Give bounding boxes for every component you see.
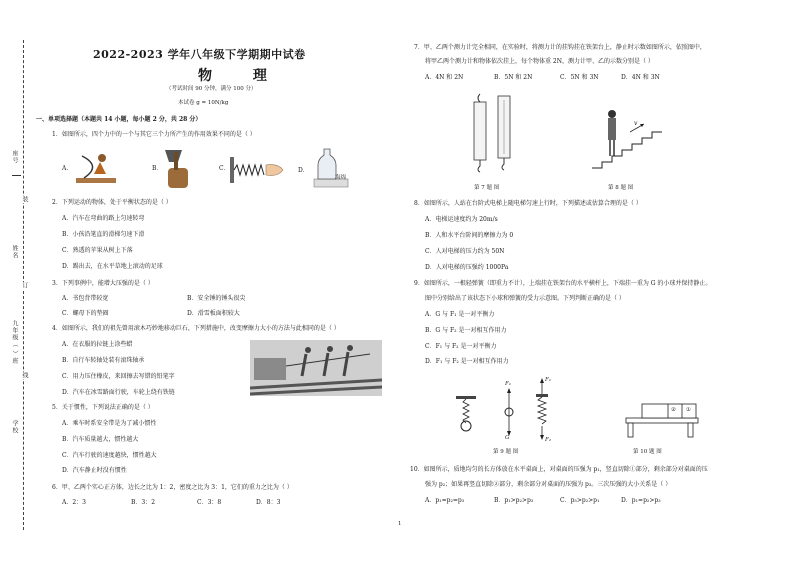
zhuang-mark: 装 [21,196,28,203]
bracket-2 [536,394,548,397]
q3-option-c: C．螺母下的垫圈 [62,310,109,317]
q7-option-a: A．4N 和 2N [425,74,464,81]
q6-option-b: B．3：2 [131,499,156,506]
q9-f1-spring: F₁ [545,377,552,383]
name-label: 姓名 [11,245,18,259]
q9-f1-ball: F₁ [505,381,512,387]
q1-figure-b-axe [160,146,194,191]
ground-shape [76,178,116,183]
class-label: 九年级（ ）班 [11,320,18,365]
worker-1 [305,347,311,353]
q6-stem: 6．甲、乙两个实心正方体，边长之比为 1：2，密度之比为 3：1，它们的重力之比为（ ） [52,484,293,491]
bracket-1 [456,396,476,399]
q1-figure-c-spring [228,153,288,187]
q5-stem: 5．关于惯性，下列说法正确的是（ ） [52,404,154,411]
exam-title: 2022-2023 学年八年级下学期期中试卷 [93,48,306,61]
spring-force-up-arrow [540,378,544,383]
q4-option-c: C．用力压住橡皮，来回擦去写错的铅笔字 [62,373,175,380]
hand-shape [266,165,283,176]
bow-shape [82,156,93,178]
school-label: 学校 [11,420,18,434]
q4-figure-rolling-logs [250,340,382,396]
q9-caption: 第 9 题 图 [493,449,519,455]
bottle-shape [318,149,336,179]
time-note: （考试时间 90 分钟，满分 100 分） [166,86,257,92]
q3-option-a: A．书包背带较宽 [62,295,109,302]
wall-shape [230,157,234,183]
q9-g-ball: G [505,435,510,441]
q7-caption: 第 7 题 图 [474,185,500,191]
q4-option-a: A．在衣服的拉链上涂些蜡 [62,341,133,348]
q2-option-b: B．小孩沿笔直的滑梯匀速下滑 [62,231,145,238]
worker-3 [347,345,353,351]
q8-caption: 第 8 题 图 [608,185,634,191]
q5-option-d: D．汽车静止时没有惯性 [62,467,127,474]
person-head [98,154,106,162]
q1-label-c: C． [219,165,230,172]
q3-stem: 3．下列事例中，能增大压强的是（ ） [52,280,154,287]
page-number: 1 [398,521,402,527]
stairs-shape [592,132,662,168]
g-note: 本试卷 g = 10N/kg [178,100,229,106]
q10-figure-block-on-table [624,398,700,438]
scale-a-hook-top [478,94,480,102]
seat-underline [12,175,21,176]
q2-stem: 2．下列运动的物体，处于平衡状态的是（ ） [52,199,172,206]
q4-option-d: D．汽车在冰雪路面行驶，车轮上绕有铁链 [62,389,175,396]
q10-option-a: A．p₁=p₂=p₃ [425,497,465,504]
scale-a-body [474,102,486,160]
spring-2 [538,397,546,424]
person-body [94,162,106,174]
q7-stem-line1: 7．甲、乙两个测力计完全相同，在实验时，将测力计的挂钩挂在铁架台上，静止时示数如图所示，依照图中， [414,44,706,51]
q6-option-c: C．3：8 [197,499,222,506]
q10-caption: 第 10 题 图 [633,449,662,455]
q9-option-c: C．F₁ 与 F₂ 是一对平衡力 [425,343,497,350]
spring-1 [463,399,469,423]
worker-2 [327,346,333,352]
q7-option-b: B．5N 和 2N [494,74,533,81]
spring-shape [234,165,264,175]
q9-option-b: B．G 与 F₂ 是一对相互作用力 [425,327,507,334]
q7-stem-line2: 将甲乙两个测力计和物体依次挂上，每个物体重 2N，测力计甲、乙的示数分别是（ ） [425,58,654,65]
spring-force-down-arrow [540,435,544,440]
q10-option-d: D．p₁=p₂>p₃ [621,497,661,504]
q7-option-d: D．4N 和 3N [621,74,660,81]
ding-mark: 订 [21,282,28,289]
xian-mark: 线 [21,372,28,379]
table-leg-right [688,423,693,437]
q4-option-b: B．自行车转轴处装有滚珠轴承 [62,357,145,364]
boulder-shape [254,358,286,380]
q9-stem-line2: 图中分别给出了该状态下小球和弹簧的受力示意图。下列判断正确的是（ ） [425,295,625,302]
q10-stem-line2: 强为 p₂；如果再竖直切除②部分，剩余部分对桌面的压强为 p₃。三次压强的大小关系是（ ） [425,481,672,488]
log-shape [168,168,188,188]
q1-label-d: D． [298,167,309,174]
q1-stem: 1．如图所示，四个力中的一个与其它三个力所产生的作用效果不同的是（ ） [52,131,256,138]
q2-option-d: D．踢出去，在水平草地上滚动的足球 [62,263,163,270]
section-heading: 一、单项选择题（本题共 14 小题，每小题 2 分，共 28 分） [36,116,202,123]
q1-label-a: A． [62,165,73,172]
q1-figure-a-bow [74,148,124,186]
q6-option-a: A．2：3 [62,499,86,506]
sponge-tag: 海绵 [335,175,347,181]
q1-figure-d-bottle [306,145,362,191]
q10-stem-line1: 10．如图所示，质地均匀的长方体放在水平桌面上，对桌面的压强为 p₁，竖直切除①部分，剩余部分对桌面的压 [410,466,708,473]
tabletop [626,418,698,423]
q3-option-b: B．安全锤的锤头很尖 [187,295,246,302]
q8-option-c: C．人对电梯的压力约为 50N [425,248,505,255]
person-head [608,110,616,118]
q8-option-a: A．电梯运速度约为 20m/s [425,216,498,223]
q9-option-a: A．G 与 F₁ 是一对平衡力 [425,311,495,318]
q8-option-d: D．人对电梯的压强约 1000Pa [425,264,509,271]
q9-stem-line1: 9．如图所示，一根轻弹簧（即重力不计），上端挂在铁架台的水平横杆上，下端挂一重为 G 的小球并保持静止。 [414,280,712,287]
q2-option-c: C．熟透的苹果从树上下落 [62,247,133,254]
q8-figure-escalator [590,102,664,172]
q3-option-d: D．滑雪板面积较大 [187,310,240,317]
q6-option-d: D．8：3 [256,499,281,506]
q7-option-c: C．5N 和 3N [560,74,599,81]
q10-option-c: C．p₃>p₂>p₁ [560,497,600,504]
seat-label: 座号 [11,150,18,164]
q5-option-b: B．汽车质量越大，惯性越大 [62,436,139,443]
table-leg-left [628,423,633,437]
scale-b-hook [502,158,504,170]
q7-figure-spring-scales [468,92,518,178]
q10-option-b: B．p₁>p₂>p₃ [494,497,534,504]
q5-option-a: A．乘车时系安全带是为了减小惯性 [62,420,157,427]
q4-stem: 4．如图所示，我们的祖先曾用滚木巧妙地移动巨石，下列措施中，改变摩擦力大小的方法与此相同的是（ ） [52,325,340,332]
scale-a-hook-bottom [478,160,480,172]
axe-handle [174,152,178,170]
q9-f2-spring: F₂ [545,437,552,443]
q8-option-b: B．人和水平台阶间的摩擦力为 0 [425,232,514,239]
q10-part2: ② [671,407,676,413]
axe-head [165,150,182,162]
q5-option-c: C．汽车行驶的速度越快，惯性越大 [62,452,157,459]
q8-stem: 8．如图所示，人站在台阶式电梯上随电梯匀速上行时，下列描述或估算合理的是（ ） [414,200,642,207]
subject-title: 物 理 [198,68,285,84]
q10-part1: ① [686,407,691,413]
q1-label-b: B． [152,165,163,172]
ball-force-up-arrow [507,388,511,393]
q2-option-a: A．汽车在弯曲的路上匀速转弯 [62,215,145,222]
person-body [608,118,616,140]
velocity-label: v [634,120,638,127]
q9-option-d: D．F₁ 与 F₂ 是一对相互作用力 [425,358,509,365]
